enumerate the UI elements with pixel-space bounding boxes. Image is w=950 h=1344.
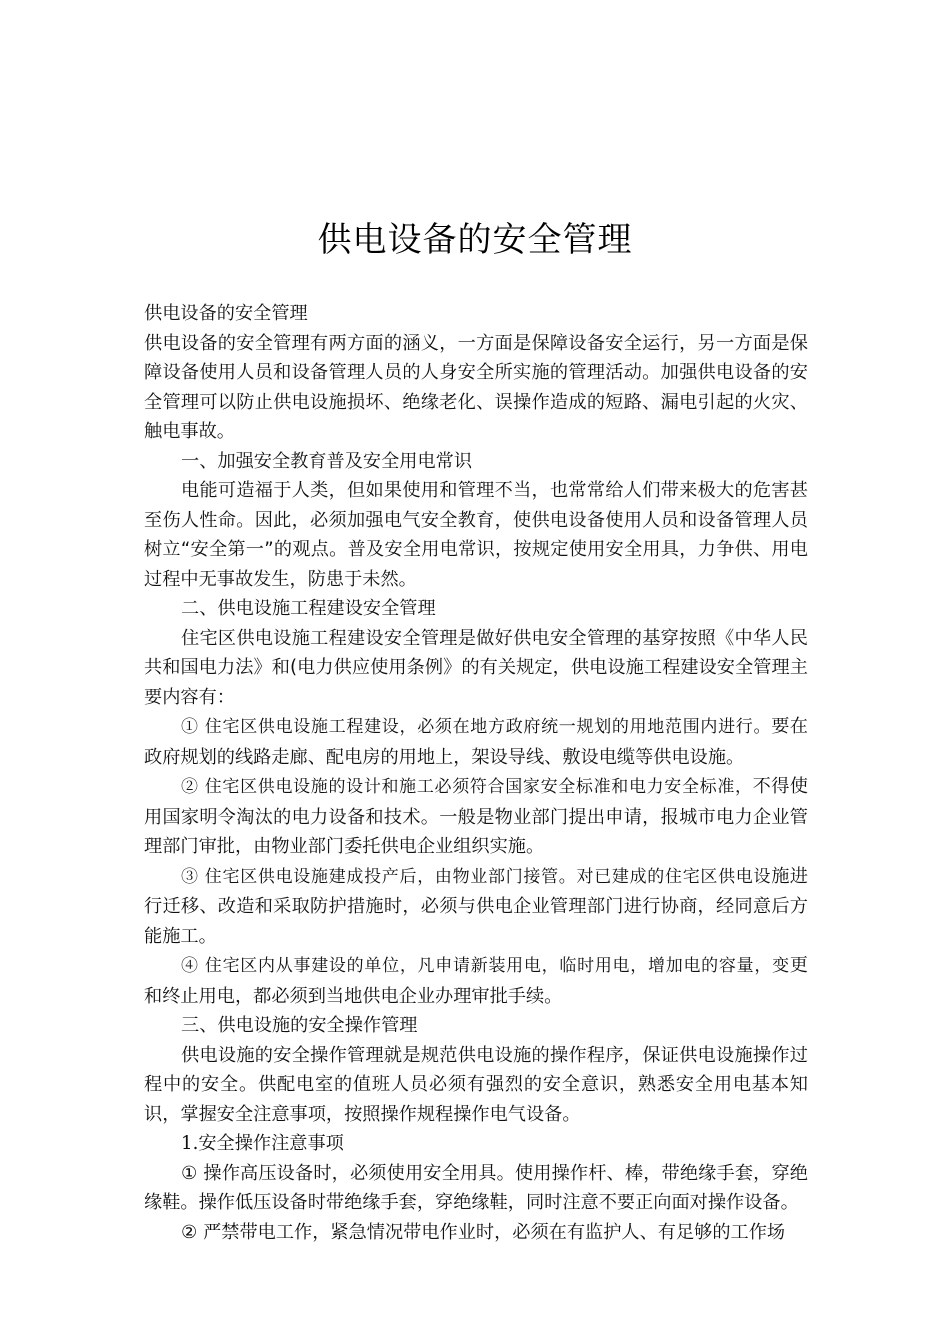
- document-body: [144, 299, 808, 1247]
- paragraph-heading: 供电设备的安全管理: [144, 303, 308, 324]
- list-item-4: [144, 951, 808, 1011]
- list-item-3: [144, 862, 808, 952]
- subsection-heading: 1.安全操作注意事项: [181, 1133, 344, 1154]
- paragraph: 住宅区供电设施工程建设安全管理是做好供电安全管理的基穿按照《中华人民共和国电力法》和(电力供应使用条例》的有关规定，供电设施工程建设安全管理主要内容有：: [144, 627, 808, 708]
- list-item-text: 更和终止用电，都必须到当地供电企业办理审批手续。: [144, 955, 808, 1007]
- list-item-lead: ③ 住宅区供电设施建成投产后，由物业部门接管。对已建成的住宅区供电设: [181, 866, 772, 887]
- list-item-lead: ① 住宅区供电设施工程建设，必须在地方政府统一规划的用地范围内进行。: [181, 717, 772, 737]
- section-heading-1: 一、加强安全教育普及安全用电常识: [181, 450, 473, 472]
- document-title: 供电设备的安全管理: [317, 220, 633, 260]
- list-item-1: [144, 712, 808, 772]
- paragraph-intro: 供电设备的安全管理有两方面的涵义，一方面是保障设备安全运行，另一方面是保障设备使用人员和设备管理人员的人身安全所实施的管理活动。加强供电设备的安全管理可以防止供电设施损坏、绝缘老化、误操作造成的短路、漏电引起的火灾、触电事故。: [144, 332, 808, 442]
- list-item-text: 施进行迁移、改造和采取防护措施时，必须与供电企业管理部门进行协商，经同意后方能施工。: [144, 865, 808, 947]
- list-item-2: [144, 772, 808, 862]
- list-item-op-2: ② 严禁带电工作，紧急情况带电作业时，必须在有监护人、有足够的工作场: [181, 1221, 786, 1243]
- paragraph: 供电设施的安全操作管理就是规范供电设施的操作程序，保证供电设施操作过程中的安全。供配电室的值班人员必须有强烈的安全意识，熟悉安全用电基本知识，掌握安全注意事项，按照操作规程操作电气设备。: [144, 1044, 808, 1125]
- paragraph: 电能可造福于人类，但如果使用和管理不当，也常常给人们带来极大的危害甚至伤人性命。因此，必须加强电气安全教育，使供电设备使用人员和设备管理人员树立“安全第一”的观点。普及安全用电常识，按规定使用安全用具，力争供、用电过程中无事故发生，防患于未然。: [144, 480, 808, 590]
- section-heading-3: 三、供电设施的安全操作管理: [181, 1015, 418, 1036]
- list-item-lead: ② 住宅区供电设施的设计和施工必须符合国家安全标准和电力安全标准，: [181, 777, 753, 797]
- list-item-text: 要在政府规划的线路走廊、配电房的用地上，架设导线、敷设电缆等供电设施。: [144, 716, 808, 768]
- list-item-op-1: ① 操作高压设备时，必须使用安全用具。使用操作杆、棒，带绝缘手套，穿绝缘鞋。操作低压设备时带绝缘手套，穿绝缘鞋，同时注意不要正向面对操作设备。: [144, 1162, 808, 1213]
- list-item-lead: ④ 住宅区内从事建设的单位，凡申请新装用电，临时用电，增加电的容量，变: [181, 956, 790, 976]
- list-item-text: 不得使用国家明令淘汰的电力设备和技术。一般是物业部门提出申请，报城市电力企业管理部门审批，由物业部门委托供电企业组织实施。: [144, 776, 808, 857]
- section-heading-2: 二、供电设施工程建设安全管理: [181, 598, 436, 619]
